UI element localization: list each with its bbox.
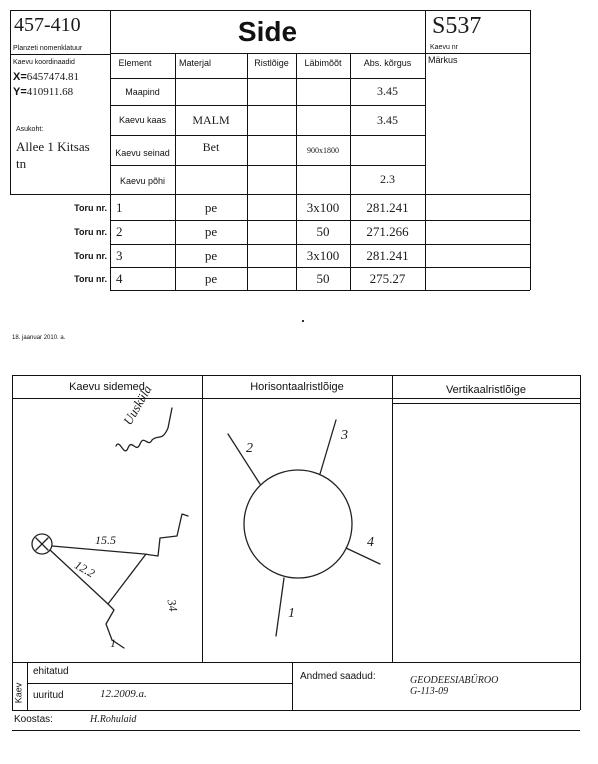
frame-line [580, 662, 581, 710]
row-element: Kaevu seinad [115, 147, 170, 158]
pipe-nr: 2 [116, 224, 123, 239]
col-header-material: Materjal [178, 58, 211, 68]
pipe-diameter: 50 [316, 270, 330, 286]
coordinate-y [13, 86, 73, 98]
pipe-diameter: 3x100 [306, 247, 340, 263]
pipe-label: Toru nr. [74, 250, 107, 261]
print-date: 18. jaanuar 2010. a. [12, 335, 66, 341]
well-id-caption: Kaevu nr [430, 44, 459, 51]
pipe-material: pe [204, 224, 218, 239]
pipe-height: 275.27 [369, 270, 406, 286]
frame-line [12, 662, 580, 663]
frame-line [10, 194, 530, 195]
plan-caption: Planzeti nomenklatuur [13, 45, 83, 52]
coordinate-x-label: X= [13, 71, 27, 83]
source-value-line1: GEODEESIABÜROO [410, 675, 499, 686]
pipe-material: pe [204, 200, 218, 215]
pipe-label: Toru nr. [74, 203, 107, 213]
frame-line [10, 54, 110, 55]
coordinate-y-value: 410911.68 [26, 86, 74, 98]
tie-line-1 [52, 514, 188, 556]
tie-distance-1: 15.5 [95, 533, 116, 547]
row-element: Kaevu põhi [119, 176, 166, 186]
built-label: ehitatud [33, 666, 69, 677]
pipe-diameter: 3x100 [306, 200, 340, 215]
frame-col-cross [247, 53, 248, 290]
tie-distance-2: 12.2 [72, 557, 98, 581]
pipe-label-3: 3 [341, 428, 348, 443]
ties-note: Uusküla [120, 382, 155, 428]
row-height: 3.45 [377, 112, 398, 127]
pipe-height: 281.241 [366, 247, 409, 263]
surveyed-value: 12.2009.a. [100, 688, 147, 700]
pipe-diameter: 50 [316, 224, 330, 239]
frame-right [530, 10, 531, 290]
speck [302, 320, 304, 322]
surveyed-label: uuritud [33, 690, 64, 701]
address-line2: tn [16, 156, 27, 171]
pipe-nr: 3 [116, 247, 123, 263]
source-value-line2: G-113-09 [410, 686, 449, 697]
row-element: Maapind [125, 86, 160, 97]
pipe-label: Toru nr. [74, 273, 107, 284]
frame-col-remark-left [425, 10, 426, 290]
row-element: Kaevu kaas [118, 115, 167, 125]
pipe-line-3 [320, 420, 336, 474]
author-label: Koostas: [14, 714, 53, 725]
tie-line-2 [50, 550, 146, 604]
pipe-height: 281.241 [366, 200, 409, 215]
horizontal-section-sketch [202, 398, 392, 662]
frame-line [110, 290, 530, 291]
frame-line [12, 710, 580, 711]
pipe-label-4: 4 [367, 535, 374, 550]
pipe-material: pe [204, 247, 218, 263]
pipe-label: Toru nr. [74, 227, 107, 237]
col-header-cross: Ristlõige [254, 58, 289, 68]
coordinates-label: Kaevu koordinaadid [13, 59, 75, 66]
pipe-nr: 1 [116, 200, 123, 215]
row-height: 2.3 [380, 172, 395, 186]
row-height: 3.45 [377, 84, 398, 98]
tie-distance-4: 1 [110, 636, 116, 650]
col-header-remark: Märkus [428, 55, 458, 65]
tie-distance-3: 34 [164, 598, 181, 613]
well-circle [244, 470, 352, 578]
pipe-line-2 [228, 434, 260, 484]
frame-left [10, 10, 11, 194]
frame-line [292, 662, 293, 710]
frame-line [27, 662, 28, 710]
pipe-label-1: 1 [288, 606, 295, 621]
sketch-col-ties-title: Kaevu sidemed [69, 380, 145, 393]
col-header-diameter: Läbimõõt [304, 58, 342, 68]
address-line1: Allee 1 Kitsas [16, 139, 90, 154]
coordinate-x-value: 6457474.81 [26, 71, 80, 83]
kaev-label: Kaev [13, 682, 24, 704]
page-title: Side [237, 15, 298, 47]
author-value: H.Rohulaid [90, 714, 137, 725]
row-material: Bet [202, 140, 220, 154]
pipe-height: 271.266 [366, 224, 409, 239]
address-label: Asukoht: [16, 126, 44, 133]
frame-line [12, 730, 580, 731]
pipe-line-1 [276, 578, 284, 636]
frame-line [392, 375, 393, 662]
sketch-col-horizontal-title: Horisontaalristlõige [250, 380, 344, 393]
pipe-line-4 [346, 548, 380, 564]
building-outline [106, 604, 114, 640]
frame-line [110, 135, 425, 136]
col-header-element: Element [118, 58, 152, 68]
pipe-material: pe [204, 270, 218, 286]
frame-line [392, 403, 580, 404]
coordinate-y-label: Y= [13, 86, 27, 98]
row-material: MALM [192, 112, 230, 127]
plan-number: 457-410 [14, 14, 81, 36]
ties-sketch [12, 398, 202, 662]
row-diameter: 900x1800 [307, 145, 339, 155]
sketch-col-vertical-title: Vertikaalristlõige [445, 384, 527, 396]
frame-line [580, 375, 581, 662]
frame-line [27, 683, 292, 684]
pipe-nr: 4 [116, 270, 123, 286]
coordinate-x [13, 71, 79, 83]
col-header-height: Abs. kõrgus [363, 58, 412, 68]
source-label: Andmed saadud: [300, 671, 376, 682]
pipe-label-2: 2 [246, 441, 253, 456]
well-id: S537 [432, 13, 482, 39]
